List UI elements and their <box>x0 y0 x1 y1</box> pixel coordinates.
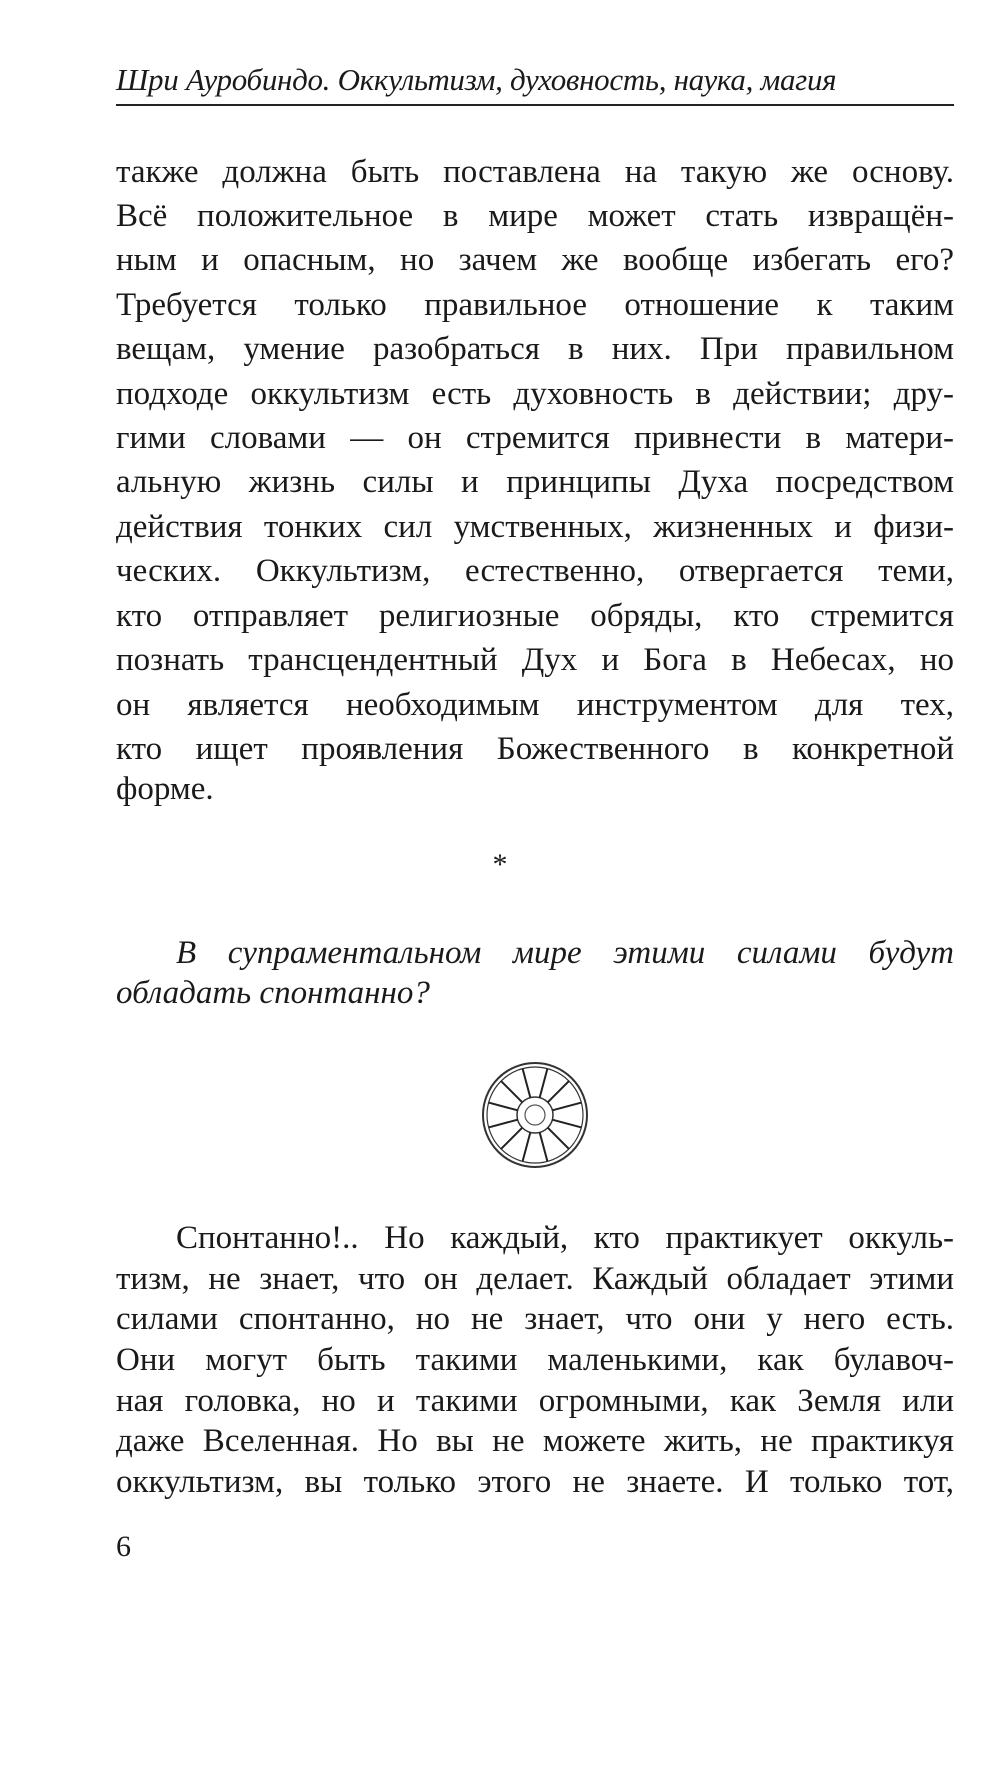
text-line: он является необходимым инструментом для тех, <box>116 687 954 723</box>
text-line: кто ищет проявления Божественного в конкретной <box>116 731 954 767</box>
text-line: Всё положительное в мире может стать извращён- <box>116 198 954 234</box>
lotus-emblem-icon <box>480 1060 590 1170</box>
text-line: даже Вселенная. Но вы не можете жить, не практикуя <box>116 1423 954 1459</box>
text-line: форме. <box>116 771 214 807</box>
text-line: Они могут быть такими маленькими, как булавоч- <box>116 1342 954 1378</box>
text-line: кто отправляет религиозные обряды, кто стремится <box>116 598 954 634</box>
text-line: ческих. Оккультизм, естественно, отвергается теми, <box>116 553 954 589</box>
header-rule <box>116 104 954 106</box>
text-line: гими словами — он стремится привнести в матери- <box>116 420 954 456</box>
text-line: оккультизм, вы только этого не знаете. И только тот, <box>116 1464 954 1500</box>
text-line: ная головка, но и такими огромными, как Земля или <box>116 1383 954 1419</box>
running-header: Шри Ауробиндо. Оккультизм, духовность, наука, магия <box>116 62 837 97</box>
question-line: В супраментальном мире этими силами будут <box>176 935 954 971</box>
text-line: познать трансцендентный Дух и Бога в Небесах, но <box>116 642 954 678</box>
text-line: альную жизнь силы и принципы Духа посредством <box>116 464 954 500</box>
text-line: подходе оккультизм есть духовность в действии; дру- <box>116 376 954 412</box>
question-line: обладать спонтанно? <box>116 975 430 1011</box>
text-line: действия тонких сил умственных, жизненных и физи- <box>116 509 954 545</box>
text-line: ным и опасным, но зачем же вообще избегать его? <box>116 242 954 278</box>
text-line: тизм, не знает, что он делает. Каждый обладает этими <box>116 1261 954 1297</box>
text-line: также должна быть поставлена на такую же основу. <box>116 154 954 190</box>
text-line: Спонтанно!.. Но каждый, кто практикует оккуль- <box>176 1220 954 1256</box>
text-line: вещам, умение разобраться в них. При правильном <box>116 331 954 367</box>
page-number: 6 <box>116 1530 131 1563</box>
section-separator: * <box>492 848 508 881</box>
text-line: Требуется только правильное отношение к таким <box>116 287 954 323</box>
text-line: силами спонтанно, но не знает, что они у него есть. <box>116 1301 954 1337</box>
